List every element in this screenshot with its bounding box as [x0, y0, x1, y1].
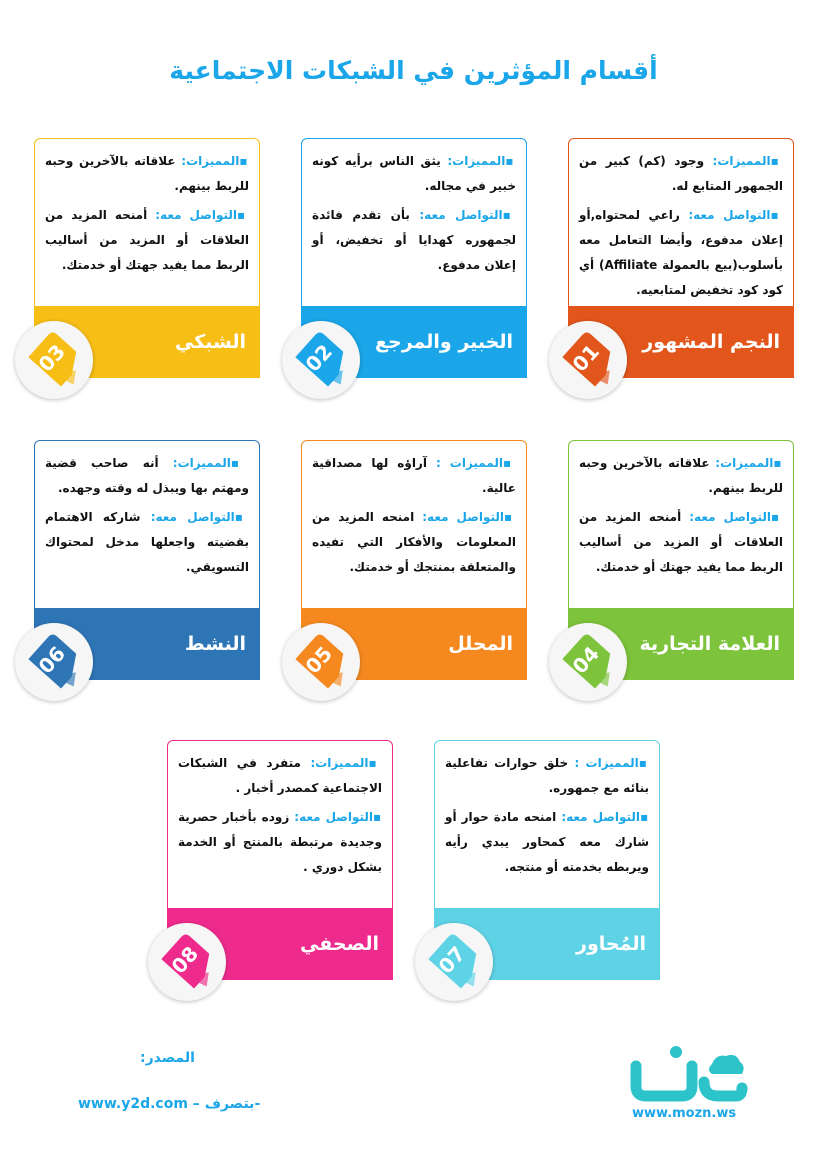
bullet-icon: ▪: [640, 810, 650, 824]
badge-number: 07: [433, 941, 471, 979]
features-paragraph: [579, 451, 783, 501]
features-text: أنه صاحب قضية ومهتم بها ويبذل له وقته وجهده.: [45, 456, 249, 495]
contact-label: التواصل معه:: [419, 208, 503, 222]
badge-number: 01: [567, 339, 605, 377]
bullet-icon: ▪: [234, 510, 250, 524]
contact-label: التواصل معه:: [155, 208, 238, 222]
contact-paragraph: [45, 505, 249, 580]
contact-label: التواصل معه:: [294, 810, 374, 824]
badge-number: 05: [300, 641, 338, 679]
number-badge: [15, 623, 93, 701]
bullet-icon: ▪: [505, 154, 516, 168]
card-title: الشبكي: [174, 331, 246, 353]
bullet-icon: ▪: [773, 456, 783, 470]
contact-text: شاركه الاهتمام بقضيته واجعلها مدخل لمحتواك التسويقي.: [45, 510, 249, 574]
influencer-card-05: [301, 440, 527, 680]
card-body: [302, 139, 526, 307]
contact-text: زوده بأخبار حصرية وجديدة مرتبطة بالمنتج أو الخدمة بشكل دوري .: [178, 810, 382, 874]
mozn-logo-icon: [626, 1026, 750, 1104]
bullet-icon: ▪: [504, 510, 516, 524]
bullet-icon: ▪: [373, 810, 382, 824]
number-badge: [415, 923, 493, 1001]
influencer-card-08: [167, 740, 393, 980]
badge-number: 04: [567, 641, 605, 679]
badge-number: 06: [33, 641, 71, 679]
features-text: آراؤه لها مصداقية عالية.: [312, 456, 516, 495]
bullet-icon: ▪: [638, 756, 649, 770]
card-title: الخبير والمرجع: [375, 331, 513, 353]
source-url[interactable]: www.y2d.com – بتصرف-: [78, 1096, 261, 1112]
card-body: [569, 139, 793, 307]
contact-text: أمنحه المزيد من العلاقات أو المزيد من أساليب الربط مما يفيد جهتك أو خدمتك.: [579, 510, 783, 574]
card-body: [35, 139, 259, 307]
features-text: علاقاته بالآخرين وحبه للربط بينهم.: [45, 154, 249, 193]
badge-number: 03: [33, 339, 71, 377]
contact-label: التواصل معه:: [422, 510, 505, 524]
logo-website[interactable]: www.mozn.ws: [632, 1106, 737, 1121]
contact-paragraph: [312, 203, 516, 278]
influencer-card-01: [568, 138, 794, 378]
features-text: يثق الناس برأيه كونه خبير في مجاله.: [312, 154, 516, 193]
influencer-card-04: [568, 440, 794, 680]
contact-text: بأن تقدم فائدة لجمهوره كهدايا أو تخفيض، أو إعلان مدفوع.: [312, 208, 516, 272]
features-text: خلق حوارات تفاعلية بنائه مع جمهوره.: [445, 756, 649, 795]
influencer-card-03: [34, 138, 260, 378]
number-badge: [148, 923, 226, 1001]
features-text: وجود (كم) كبير من الجمهور المتابع له.: [579, 154, 783, 193]
number-badge: [282, 321, 360, 399]
contact-label: التواصل معه:: [150, 510, 235, 524]
features-label: المميزات :: [574, 756, 639, 770]
contact-text: امنحه مادة حوار أو شارك معه كمحاور يبدي رأيه ويربطه بخدمته أو منتجه.: [445, 810, 649, 874]
card-body: [435, 741, 659, 909]
number-badge: [282, 623, 360, 701]
features-paragraph: [312, 149, 516, 199]
features-paragraph: [45, 149, 249, 199]
bullet-icon: ▪: [237, 208, 249, 222]
contact-paragraph: [445, 805, 649, 880]
features-paragraph: [579, 149, 783, 199]
contact-text: راعي لمحتواه,أو إعلان مدفوع، وأيضا التعامل معه بأسلوب(بيع بالعمولة Affiliate) أي كود كود تخفيض لمتابعيه.: [579, 208, 783, 297]
features-paragraph: [45, 451, 249, 501]
bullet-icon: ▪: [239, 154, 249, 168]
features-label: المميزات:: [172, 456, 231, 470]
number-badge: [15, 321, 93, 399]
influencer-card-02: [301, 138, 527, 378]
contact-paragraph: [579, 505, 783, 580]
contact-label: التواصل معه:: [689, 510, 772, 524]
influencer-card-07: [434, 740, 660, 980]
page-title: أقسام المؤثرين في الشبكات الاجتماعية: [169, 56, 658, 85]
card-body: [168, 741, 392, 909]
contact-label: التواصل معه:: [561, 810, 641, 824]
card-title: المحلل: [448, 633, 513, 655]
contact-paragraph: [579, 203, 783, 303]
number-badge: [549, 321, 627, 399]
contact-text: امنحه المزيد من المعلومات والأفكار التي تفيده والمتعلقة بمنتجك أو خدمتك.: [312, 510, 516, 574]
number-badge: [549, 623, 627, 701]
features-label: المميزات:: [181, 154, 240, 168]
card-title: النشط: [184, 633, 246, 655]
features-label: المميزات:: [715, 456, 774, 470]
bullet-icon: ▪: [230, 456, 249, 470]
card-title: العلامة التجارية: [639, 633, 780, 655]
card-title: المُحاور: [576, 933, 646, 955]
card-body: [35, 441, 259, 609]
bullet-icon: ▪: [771, 510, 783, 524]
contact-paragraph: [45, 203, 249, 278]
features-label: المميزات :: [435, 456, 504, 470]
features-paragraph: [312, 451, 516, 501]
features-label: المميزات:: [310, 756, 369, 770]
badge-number: 02: [300, 339, 338, 377]
card-body: [569, 441, 793, 609]
features-label: المميزات:: [447, 154, 506, 168]
contact-text: أمنحه المزيد من العلاقات أو المزيد من أساليب الربط مما يفيد جهتك أو خدمتك.: [45, 208, 249, 272]
contact-paragraph: [178, 805, 382, 880]
features-label: المميزات:: [712, 154, 771, 168]
bullet-icon: ▪: [368, 756, 382, 770]
bullet-icon: ▪: [770, 154, 783, 168]
source-label: المصدر:: [140, 1050, 195, 1066]
features-text: علاقاته بالآخرين وحبه للربط بينهم.: [579, 456, 783, 495]
contact-paragraph: [312, 505, 516, 580]
influencer-card-06: [34, 440, 260, 680]
bullet-icon: ▪: [770, 208, 783, 222]
bullet-icon: ▪: [503, 456, 516, 470]
bullet-icon: ▪: [502, 208, 516, 222]
contact-label: التواصل معه:: [688, 208, 771, 222]
card-title: الصحفي: [300, 933, 379, 955]
card-body: [302, 441, 526, 609]
badge-number: 08: [166, 941, 204, 979]
card-title: النجم المشهور: [642, 331, 780, 353]
features-paragraph: [445, 751, 649, 801]
features-text: متفرد في الشبكات الاجتماعية كمصدر أخبار .: [178, 756, 382, 795]
features-paragraph: [178, 751, 382, 801]
